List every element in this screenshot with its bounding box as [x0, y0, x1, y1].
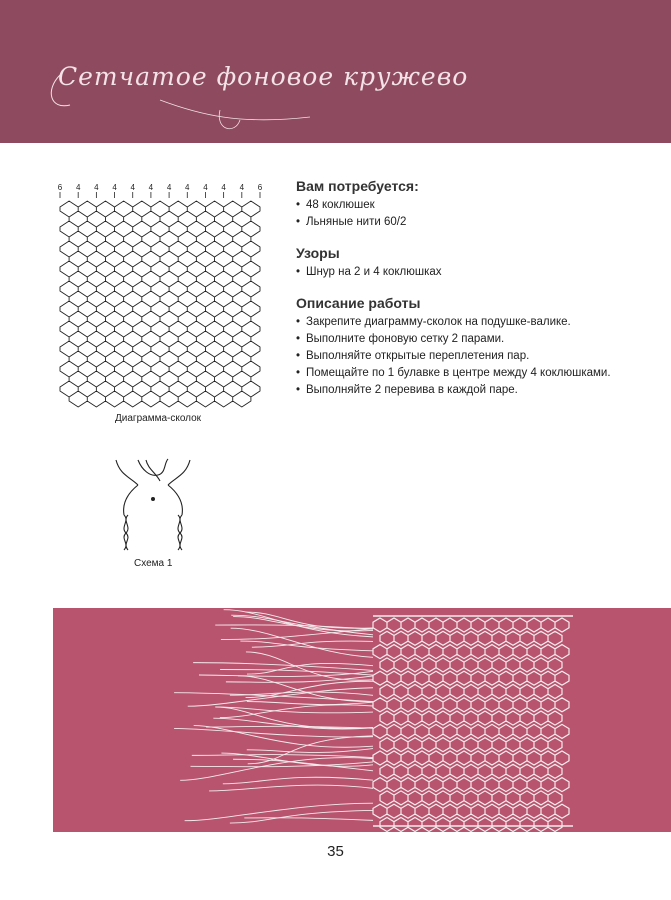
scheme-caption: Схема 1 [134, 558, 173, 569]
diagram-top-label: 4 [148, 183, 154, 192]
steps-list [296, 314, 656, 399]
diagram-top-label: 6 [57, 183, 63, 192]
diagram-top-label: 4 [166, 183, 172, 192]
page-number: 35 [327, 843, 344, 860]
list-item: • Закрепите диаграмму-сколок на подушке-валике. [296, 314, 656, 331]
diagram-caption: Диаграмма-сколок [115, 413, 202, 424]
header-band [0, 0, 671, 143]
diagram-top-label: 4 [75, 183, 81, 192]
list-item: • Льняные нити 60/2 [296, 214, 656, 231]
diagram-top-label: 4 [130, 183, 135, 192]
diagram-top-label: 6 [257, 183, 263, 192]
list-item: • Выполняйте открытые переплетения пар. [296, 348, 656, 365]
pricking-diagram [50, 180, 270, 410]
diagram-top-label: 4 [203, 183, 208, 192]
list-item: • Выполняйте 2 перевива в каждой паре. [296, 382, 656, 399]
diagram-mesh [60, 201, 260, 407]
list-item: • Шнур на 2 и 4 коклюшках [296, 264, 656, 281]
diagram-top-label: 4 [239, 183, 245, 192]
diagram-top-label: 4 [185, 183, 190, 192]
patterns-list [296, 264, 656, 281]
instructions-panel [296, 178, 656, 413]
section-title: Узоры [296, 245, 340, 261]
lace-photo-image [53, 608, 671, 832]
section-title: Вам потребуется: [296, 178, 419, 194]
diagram-top-label: 4 [94, 183, 99, 192]
lace-threads [174, 610, 373, 823]
diagram-top-label: 4 [112, 183, 117, 192]
scheme-diagram [108, 455, 198, 555]
page-title: Сетчатое фоновое кружево [58, 62, 469, 91]
diagram-top-label: 4 [221, 183, 226, 192]
materials-list [296, 197, 656, 231]
section-title: Описание работы [296, 295, 421, 311]
list-item: • Выполните фоновую сетку 2 парами. [296, 331, 656, 348]
list-item: • Помещайте по 1 булавке в центре между 4 коклюшками. [296, 365, 656, 382]
lace-photo [53, 608, 671, 832]
lace-mesh [373, 616, 573, 832]
list-item: • 48 коклюшек [296, 197, 656, 214]
